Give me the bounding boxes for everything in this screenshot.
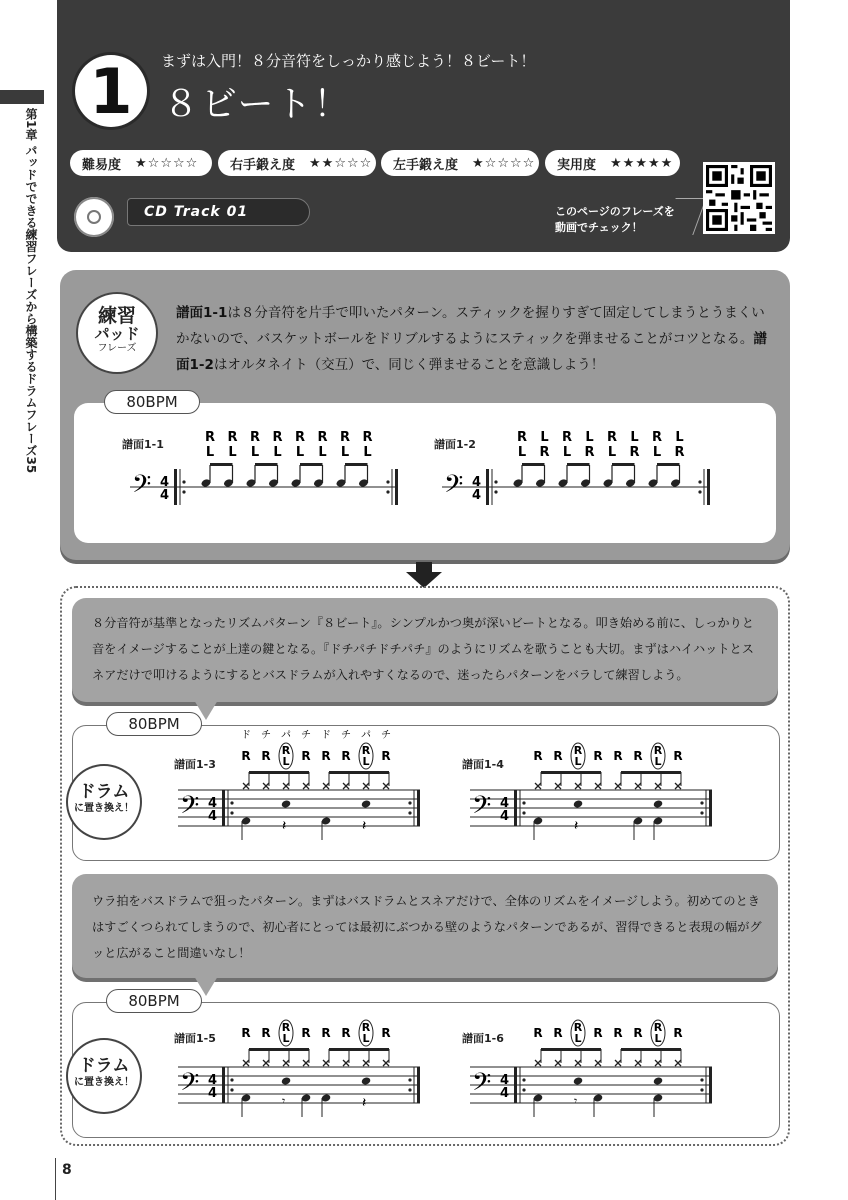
time-signature-top: 4 bbox=[208, 1073, 218, 1088]
video-note-line: 動画でチェック！ bbox=[555, 221, 643, 234]
rhythm-syllable: ド bbox=[241, 730, 251, 741]
time-signature-bottom: 4 bbox=[472, 488, 482, 503]
time-signature-bottom: 4 bbox=[500, 1086, 510, 1101]
bass-clef-icon: 𝄢 bbox=[472, 1068, 492, 1103]
repeat-start-barline bbox=[514, 1067, 517, 1103]
tempo-label: 80BPM bbox=[104, 390, 200, 414]
description-text: は８分音符を片手で叩いたパターン。スティックを握りすぎて固定してしまうとうまくいかないので、バスケットボールをドリブルするようにスティックを弾ませることがコツとなる。 bbox=[176, 305, 765, 347]
snare-note bbox=[361, 1076, 372, 1085]
bass-clef-icon: 𝄢 bbox=[180, 1068, 200, 1103]
repeat-dot bbox=[522, 1088, 525, 1091]
sticking-right: R bbox=[301, 1026, 311, 1040]
video-note-line: このページのフレーズを bbox=[555, 205, 675, 218]
repeat-start-barline bbox=[222, 790, 225, 826]
sticking-right: R bbox=[361, 1021, 371, 1034]
sticking-right: R bbox=[613, 1026, 623, 1040]
sticking-right: R bbox=[553, 1026, 563, 1040]
sticking-left: L bbox=[362, 755, 370, 768]
note-beam bbox=[541, 1048, 601, 1051]
sticking-right: R bbox=[204, 430, 216, 445]
time-signature-top: 4 bbox=[500, 1073, 510, 1088]
sticking-right: R bbox=[341, 749, 351, 763]
sticking-left: L bbox=[363, 445, 372, 460]
snare-note bbox=[573, 1076, 584, 1085]
bass-clef-icon: 𝄢 bbox=[180, 791, 200, 826]
sticking-left: L bbox=[362, 1032, 370, 1045]
sticking-left: L bbox=[517, 445, 527, 460]
badge-text: ドラム bbox=[78, 1056, 130, 1076]
sticking-right: R bbox=[613, 749, 623, 763]
sticking-left: L bbox=[295, 445, 305, 460]
sticking-right: R bbox=[321, 749, 331, 763]
rhythm-syllable: チ bbox=[341, 730, 351, 741]
rhythm-syllable: チ bbox=[301, 730, 311, 741]
sticking-right: R bbox=[301, 749, 311, 763]
sticking-left: L bbox=[574, 755, 582, 768]
snare-note bbox=[361, 799, 372, 808]
repeat-end-barline bbox=[417, 1067, 420, 1103]
repeat-dot bbox=[230, 1088, 233, 1091]
sticking-right: R bbox=[227, 430, 238, 445]
snare-note bbox=[653, 799, 664, 808]
sticking-left: R bbox=[539, 445, 550, 460]
repeat-dot bbox=[230, 801, 233, 804]
eighth-rest-icon: 𝄾 bbox=[282, 1094, 286, 1108]
sticking-left: L bbox=[250, 445, 260, 460]
sticking-left: L bbox=[574, 1032, 582, 1045]
sticking-left: L bbox=[607, 445, 617, 460]
rhythm-syllable: パ bbox=[281, 730, 291, 741]
sticking-right: R bbox=[317, 430, 328, 445]
badge-text: に置き換え！ bbox=[74, 803, 134, 814]
sticking-right: R bbox=[361, 744, 371, 757]
sticking-left: L bbox=[282, 755, 290, 768]
figure-label: 譜面1-3 bbox=[174, 758, 216, 771]
lesson-subtitle: まずは入門！８分音符をしっかり感じよう！８ビート！ bbox=[161, 52, 536, 70]
sticking-left: L bbox=[654, 1032, 662, 1045]
sticking-right: R bbox=[633, 749, 643, 763]
quarter-rest-icon: 𝄽 bbox=[362, 818, 367, 834]
rating-stars: ★★☆☆☆ bbox=[309, 155, 373, 171]
repeat-end-barline bbox=[709, 790, 712, 826]
repeat-dot bbox=[230, 1078, 233, 1081]
description-text: はオルタネイト（交互）で、同じく弾ませることを意識しよう！ bbox=[213, 357, 605, 373]
sticking-right: R bbox=[561, 430, 573, 445]
rhythm-syllable: パ bbox=[361, 730, 371, 741]
repeat-end-barline bbox=[709, 1067, 712, 1103]
repeat-dot bbox=[408, 811, 411, 814]
sticking-right: R bbox=[261, 1026, 271, 1040]
rating-label: 難易度 bbox=[82, 157, 122, 173]
rating-label: 右手鍛え度 bbox=[230, 157, 296, 173]
footer-divider bbox=[55, 1158, 56, 1200]
repeat-end-barline bbox=[417, 790, 420, 826]
rhythm-syllable: ド bbox=[321, 730, 331, 741]
sticking-left: L bbox=[562, 445, 572, 460]
rating-label: 左手鍛え度 bbox=[393, 157, 459, 173]
repeat-start-barline bbox=[222, 1067, 225, 1103]
sticking-left: L bbox=[282, 1032, 290, 1045]
note-beam bbox=[329, 1048, 389, 1051]
sticking-right: R bbox=[321, 1026, 331, 1040]
bass-clef-icon: 𝄢 bbox=[444, 470, 464, 505]
sticking-right: R bbox=[339, 430, 351, 445]
sticking-left: L bbox=[340, 445, 350, 460]
quarter-rest-icon: 𝄽 bbox=[574, 818, 579, 834]
sticking-right: R bbox=[281, 1021, 291, 1034]
sticking-right: R bbox=[381, 1026, 391, 1040]
repeat-dot bbox=[408, 1088, 411, 1091]
rating-stars: ★☆☆☆☆ bbox=[472, 155, 536, 171]
time-signature-bottom: 4 bbox=[208, 1086, 218, 1101]
rating-stars: ★☆☆☆☆ bbox=[135, 155, 199, 171]
time-signature-top: 4 bbox=[472, 475, 482, 490]
lesson-title: ８ビート！ bbox=[163, 84, 352, 125]
snare-note bbox=[281, 1076, 292, 1085]
tempo-label: 80BPM bbox=[106, 989, 202, 1013]
figure-label: 譜面1-1 bbox=[122, 438, 164, 451]
sticking-right: R bbox=[593, 749, 603, 763]
sticking-right: R bbox=[249, 430, 261, 445]
rating-label: 実用度 bbox=[557, 157, 597, 173]
sticking-right: R bbox=[362, 430, 373, 445]
repeat-dot bbox=[522, 801, 525, 804]
time-signature-bottom: 4 bbox=[160, 488, 170, 503]
badge-text: に置き換え！ bbox=[74, 1077, 134, 1088]
time-signature-top: 4 bbox=[208, 796, 218, 811]
note-beam bbox=[249, 771, 309, 774]
figure-ref: 譜面1-2 bbox=[176, 331, 767, 373]
repeat-start-barline bbox=[514, 790, 517, 826]
snare-note bbox=[573, 799, 584, 808]
note-beam bbox=[621, 771, 681, 774]
sticking-right: R bbox=[606, 430, 618, 445]
sticking-left: L bbox=[205, 445, 215, 460]
sticking-right: R bbox=[653, 1021, 663, 1034]
sticking-left: L bbox=[273, 445, 282, 460]
sticking-right: L bbox=[675, 430, 684, 445]
repeat-dot bbox=[522, 811, 525, 814]
badge-text: パッド bbox=[94, 325, 140, 343]
note-beam bbox=[329, 771, 389, 774]
repeat-dot bbox=[700, 811, 703, 814]
sticking-left: L bbox=[652, 445, 662, 460]
time-signature-bottom: 4 bbox=[500, 809, 510, 824]
sticking-right: R bbox=[272, 430, 283, 445]
repeat-dot bbox=[700, 1078, 703, 1081]
sticking-left: L bbox=[228, 445, 237, 460]
repeat-dot bbox=[522, 1078, 525, 1081]
sticking-right: R bbox=[653, 744, 663, 757]
sticking-left: L bbox=[654, 755, 662, 768]
eighth-rest-icon: 𝄾 bbox=[574, 1094, 578, 1108]
sticking-right: R bbox=[651, 430, 663, 445]
figure-label: 譜面1-6 bbox=[462, 1032, 504, 1045]
repeat-dot bbox=[408, 801, 411, 804]
badge-text: フレーズ bbox=[97, 343, 137, 354]
sticking-right: R bbox=[633, 1026, 643, 1040]
repeat-dot bbox=[700, 1088, 703, 1091]
figure-ref: 譜面1-1 bbox=[176, 305, 228, 321]
sticking-right: R bbox=[294, 430, 306, 445]
rhythm-syllable: チ bbox=[381, 730, 391, 741]
sticking-right: R bbox=[673, 749, 683, 763]
sticking-right: R bbox=[341, 1026, 351, 1040]
figure-label: 譜面1-4 bbox=[462, 758, 504, 771]
sticking-right: R bbox=[241, 1026, 251, 1040]
sticking-left: R bbox=[674, 445, 685, 460]
sticking-right: R bbox=[593, 1026, 603, 1040]
time-signature-top: 4 bbox=[160, 475, 170, 490]
sticking-right: R bbox=[553, 749, 563, 763]
sticking-right: R bbox=[516, 430, 528, 445]
sticking-right: R bbox=[673, 1026, 683, 1040]
lesson-number: 1 bbox=[75, 55, 147, 127]
repeat-dot bbox=[700, 801, 703, 804]
quarter-rest-icon: 𝄽 bbox=[362, 1095, 367, 1111]
time-signature-bottom: 4 bbox=[208, 809, 218, 824]
figure-label: 譜面1-5 bbox=[174, 1032, 216, 1045]
sticking-right: R bbox=[533, 749, 543, 763]
sticking-left: L bbox=[318, 445, 327, 460]
sticking-right: R bbox=[261, 749, 271, 763]
bass-clef-icon: 𝄢 bbox=[472, 791, 492, 826]
repeat-dot bbox=[230, 811, 233, 814]
rhythm-syllable: チ bbox=[261, 730, 271, 741]
sticking-right: L bbox=[630, 430, 639, 445]
page-number: 8 bbox=[62, 1162, 72, 1178]
cd-track-label: CD Track 01 bbox=[127, 198, 310, 226]
sticking-right: R bbox=[241, 749, 251, 763]
sticking-left: R bbox=[629, 445, 640, 460]
sticking-right: L bbox=[585, 430, 594, 445]
sticking-right: R bbox=[573, 744, 583, 757]
badge-text: 練習 bbox=[97, 305, 136, 327]
sticking-right: R bbox=[533, 1026, 543, 1040]
quarter-rest-icon: 𝄽 bbox=[282, 818, 287, 834]
time-signature-top: 4 bbox=[500, 796, 510, 811]
note-beam bbox=[249, 1048, 309, 1051]
drum-description-1: ８分音符が基準となったリズムパターン『８ビート』。シンプルかつ奥が深いビートとなる。叩き始める前に、しっかりと音をイメージすることが上達の鍵となる。『ドチパチドチパチ』のようにリズムを歌うことも大切。まずはハイハットとスネアだけで叩けるようにするとバスドラムが入れやすくなるので、迷ったらパターンをバラして練習しよう。 bbox=[92, 616, 754, 682]
snare-note bbox=[653, 1076, 664, 1085]
chapter-tab-text: 第1章 パッドでできる練習フレーズから構築するドラムフレーズ35 bbox=[24, 108, 38, 474]
sticking-right: R bbox=[381, 749, 391, 763]
rating-stars: ★★★★★ bbox=[610, 155, 674, 171]
tempo-label: 80BPM bbox=[106, 712, 202, 736]
sticking-left: R bbox=[584, 445, 595, 460]
bass-clef-icon: 𝄢 bbox=[132, 470, 152, 505]
note-beam bbox=[621, 1048, 681, 1051]
repeat-dot bbox=[408, 1078, 411, 1081]
badge-text: ドラム bbox=[78, 782, 130, 802]
snare-note bbox=[281, 799, 292, 808]
sticking-right: R bbox=[573, 1021, 583, 1034]
drum-description-2: ウラ拍をバスドラムで狙ったパターン。まずはバスドラムとスネアだけで、全体のリズムをイメージしよう。初めてのときはすごくつられてしまうので、初心者にとっては最初にぶつかる壁のようなパターンであるが、習得できると表現の幅がグッと広がること間違いなし！ bbox=[92, 894, 762, 960]
sticking-right: L bbox=[540, 430, 549, 445]
figure-label: 譜面1-2 bbox=[434, 438, 476, 451]
sticking-right: R bbox=[281, 744, 291, 757]
note-beam bbox=[541, 771, 601, 774]
